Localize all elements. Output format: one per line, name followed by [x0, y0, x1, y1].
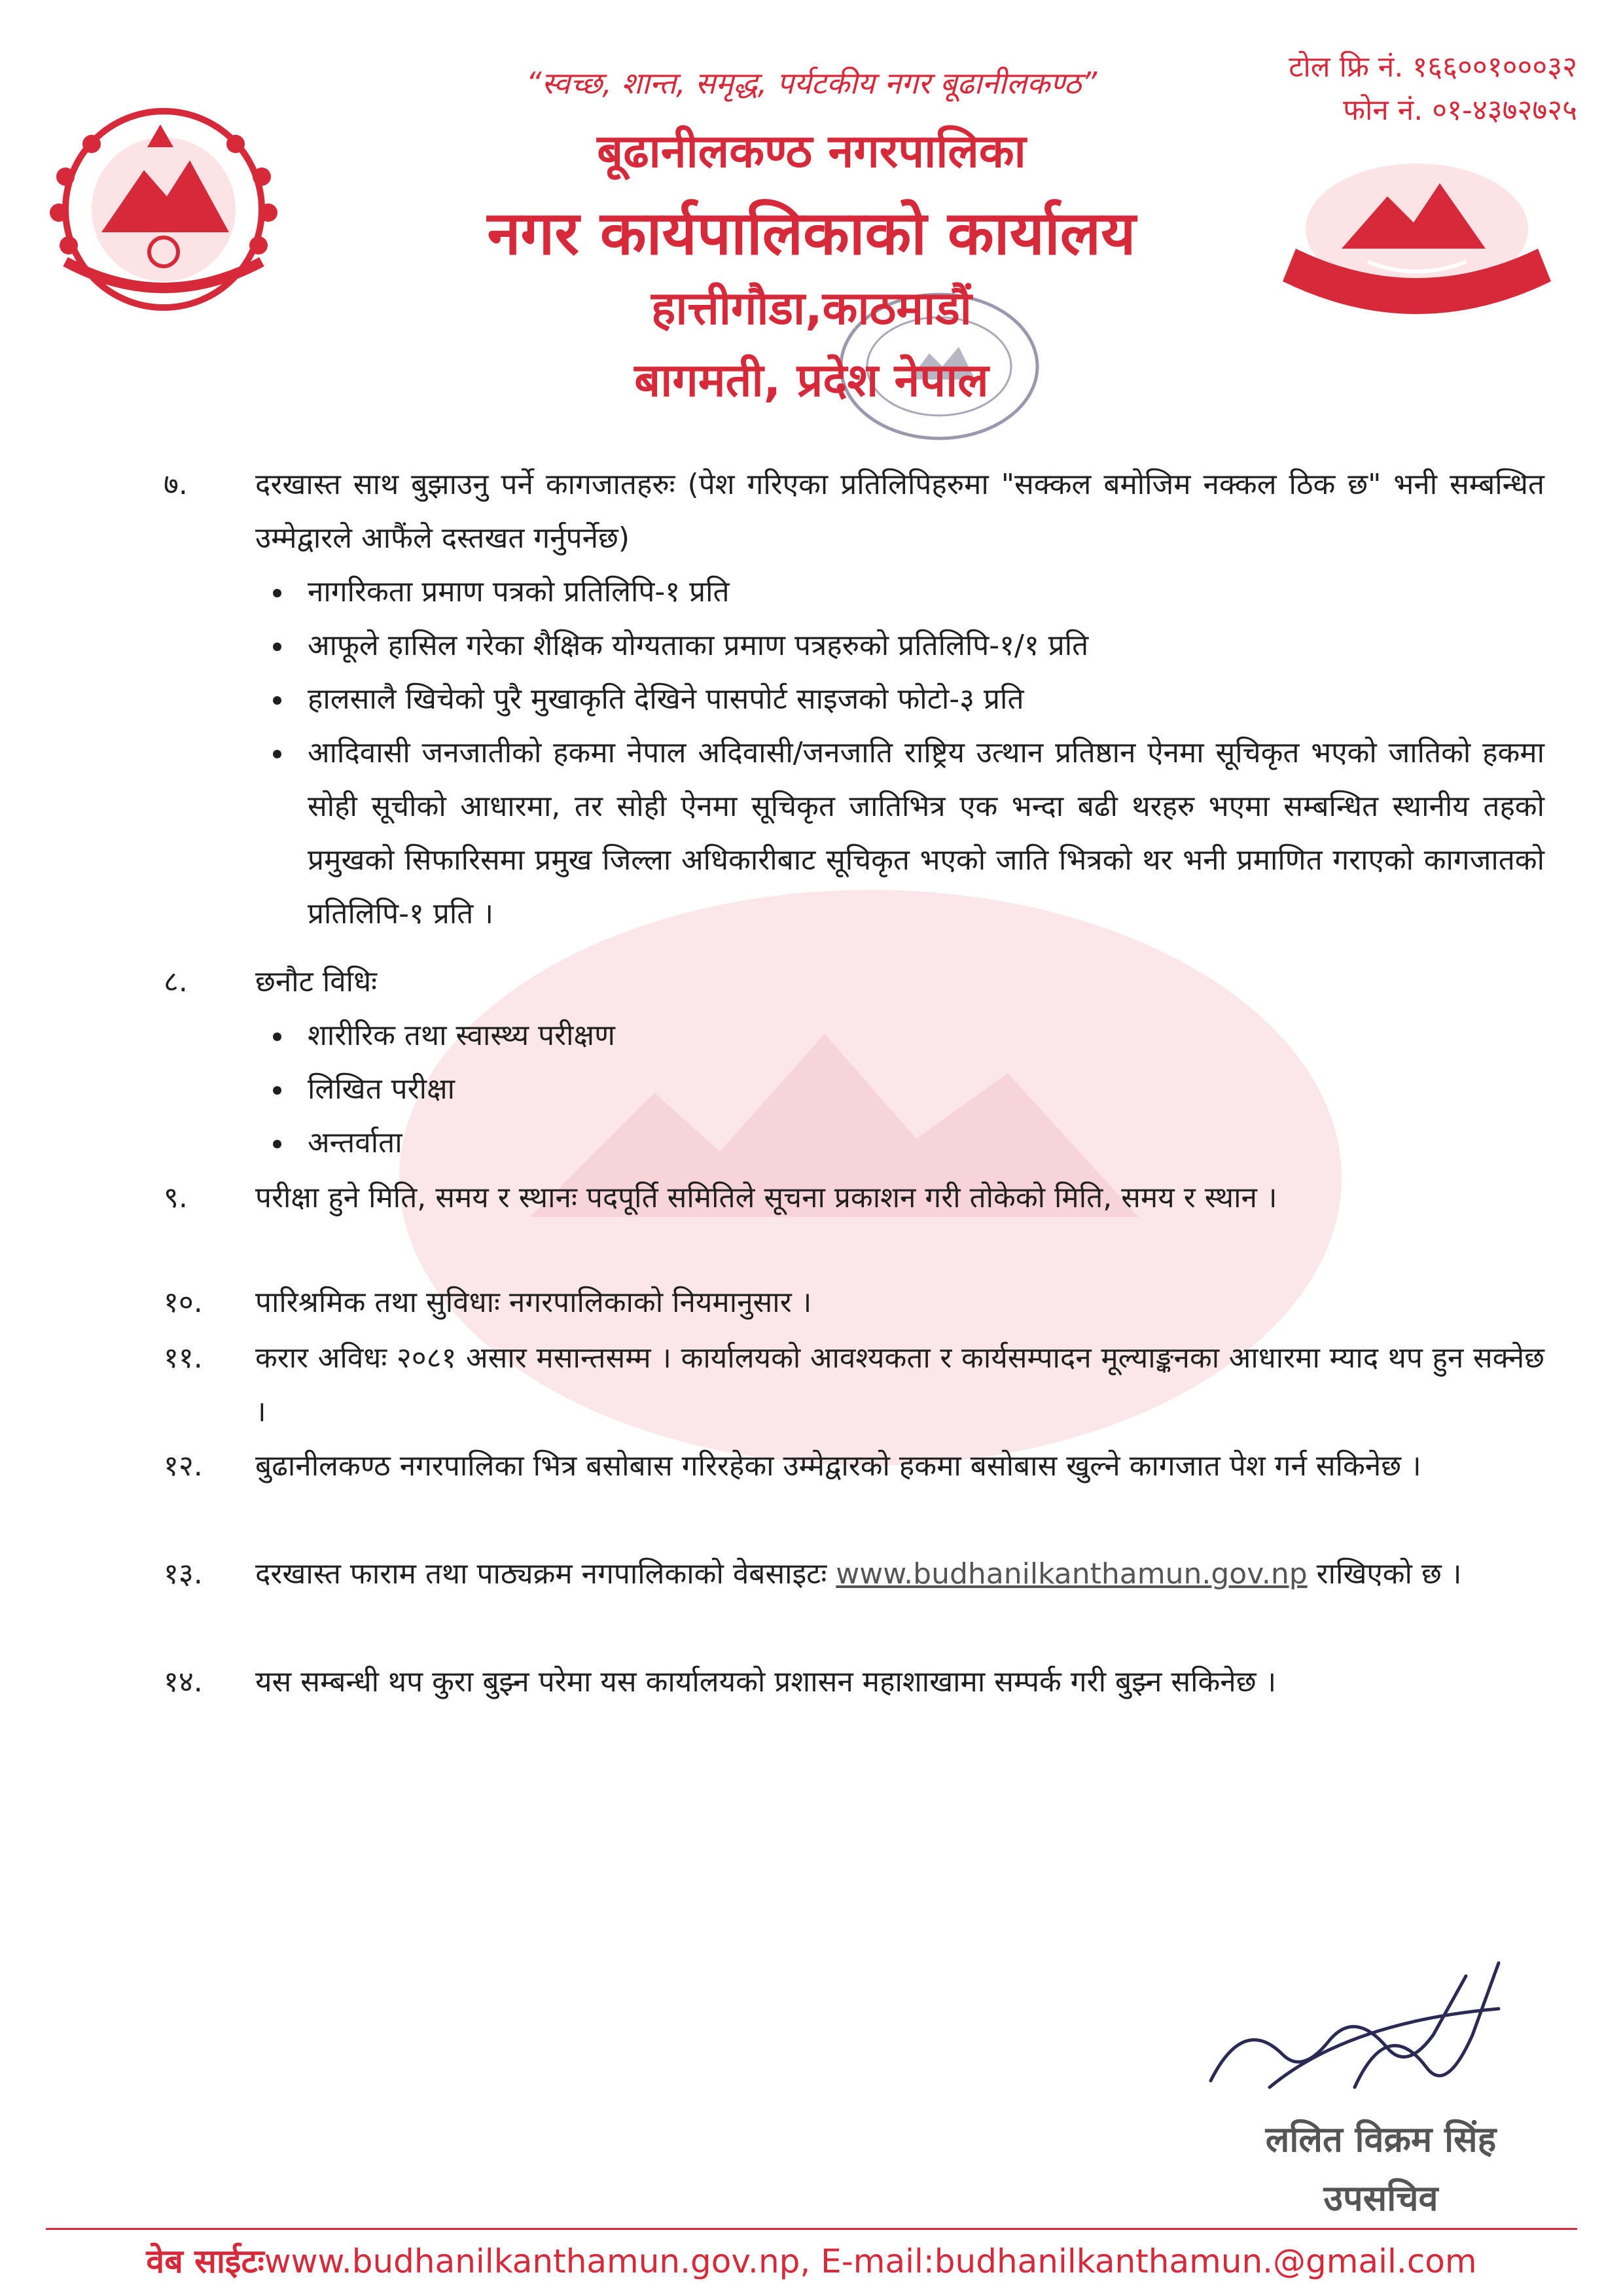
nepal-emblem-logo [39, 98, 288, 321]
item-number: ७. [164, 468, 188, 501]
list-bullet: • अन्तर्वाता [294, 1116, 1544, 1170]
item-number: ८. [164, 965, 188, 998]
list-bullet: • हालसालै खिचेको पुरै मुखाकृति देखिने पासपोर्ट साइजको फोटो-३ प्रति [294, 673, 1544, 726]
municipality-name: बूढानीलकण्ठ नगरपालिका [597, 124, 1026, 178]
item-text: बुढानीलकण्ठ नगरपालिका भित्र बसोबास गरिरहेका उम्मेद्वारको हकमा बसोबास खुल्ने कागजात पेश गर्न सकिनेछ । [255, 1449, 1421, 1483]
office-address-line1: हात्तीगौडा,काठमाडौं [651, 281, 972, 335]
contact-block [1211, 46, 1577, 132]
footer-label: वेब साईटः [146, 2242, 264, 2280]
municipality-motto: “स्वच्छ, शान्त, समृद्ध, पर्यटकीय नगर बूढानीलकण्ठ” [526, 65, 1097, 101]
document-list [255, 565, 1544, 941]
item-number: १४. [164, 1665, 203, 1699]
footer-contact [0, 2238, 1623, 2282]
item-number: १३. [164, 1557, 203, 1591]
list-bullet: • नागरिकता प्रमाण पत्रको प्रतिलिपि-१ प्रति [294, 565, 1544, 619]
list-item-12 [164, 1439, 1544, 1493]
list-item-7 [164, 458, 1544, 941]
list-bullet: • लिखित परीक्षा [294, 1063, 1544, 1116]
website-intro: दरखास्त फाराम तथा पाठ्यक्रम नगपालिकाको वेबसाइटः [255, 1557, 827, 1591]
handwritten-signature [1191, 1937, 1531, 2120]
list-item-8 [164, 955, 1544, 1170]
signatory-title: उपसचिव [1323, 2178, 1438, 2219]
list-item-9 [164, 1171, 1544, 1225]
list-item-11 [164, 1332, 1544, 1439]
footer-text[interactable]: www.budhanilkanthamun.gov.np, E-mail:budhanilkanthamun.@gmail.com [264, 2242, 1477, 2280]
list-bullet: • आदिवासी जनजातीको हकमा नेपाल अदिवासी/जनजाति राष्ट्रिय उत्थान प्रतिष्ठान ऐनमा सूचिकृत भएको जातिको हकमा सोही सूचीको आधारमा, तर सोही ऐनमा सूचिकृत जातिभित्र एक भन्दा बढी थरहरु भएमा सम्बन्धित स्थानीय तहको प्रमुखको सिफारिसमा प्रमुख जिल्ला अधिकारीबाट सूचिकृत भएको जाति भित्रको थर भनी प्रमाणित गराएको कागजातको प्रतिलिपि-१ प्रति । [294, 726, 1544, 941]
toll-free-number: टोल फ्रि नं. १६६००१०००३२ [1289, 50, 1577, 84]
office-address-line2: बागमती, प्रदेश नेपाल [634, 353, 989, 407]
signatory-name: ललित विक्रम सिंह [1265, 2119, 1497, 2160]
list-item-13 [164, 1547, 1544, 1601]
list-item-10 [164, 1276, 1544, 1330]
list-bullet: • आफूले हासिल गरेका शैक्षिक योग्यताका प्रमाण पत्रहरुको प्रतिलिपि-१/१ प्रति [294, 619, 1544, 673]
item-text [255, 1547, 1544, 1601]
item-number: १२. [164, 1449, 203, 1483]
office-title: नगर कार्यपालिकाको कार्यालय [487, 198, 1136, 268]
item-text: यस सम्बन्धी थप कुरा बुझ्न परेमा यस कार्यालयको प्रशासन महाशाखामा सम्पर्क गरी बुझ्न सकिनेछ । [255, 1665, 1277, 1699]
list-item-14 [164, 1655, 1544, 1709]
item-number: १०. [164, 1286, 203, 1319]
municipality-logo [1270, 150, 1564, 347]
item-text: करार अविधः २०८१ असार मसान्तसम्म । कार्यालयको आवश्यकता र कार्यसम्पादन मूल्याङ्कनका आधारमा म्याद थप हुन सक्नेछ । [255, 1341, 1544, 1428]
item-text: परीक्षा हुने मिति, समय र स्थानः पदपूर्ति समितिले सूचना प्रकाशन गरी तोकेको मिति, समय र स्थान । [255, 1181, 1277, 1214]
item-text: दरखास्त साथ बुझाउनु पर्ने कागजातहरुः (पेश गरिएका प्रतिलिपिहरुमा "सक्कल बमोजिम नक्कल ठिक छ" भनी सम्बन्धित उम्मेद्वारले आफैंले दस्तखत गर्नुपर्नेछ) [255, 468, 1544, 555]
list-bullet: • शारीरिक तथा स्वास्थ्य परीक्षण [294, 1009, 1544, 1063]
item-number: ११. [164, 1341, 203, 1375]
footer-divider [46, 2228, 1577, 2230]
item-number: ९. [164, 1181, 188, 1214]
selection-method-list [255, 1009, 1544, 1170]
phone-number: फोन नं. ०१-४३७२७२५ [1343, 94, 1577, 127]
item-text: पारिश्रमिक तथा सुविधाः नगरपालिकाको नियमानुसार । [255, 1286, 812, 1319]
item-text: छनौट विधिः [255, 965, 378, 998]
website-outro: राखिएको छ । [1316, 1557, 1462, 1591]
website-link[interactable]: www.budhanilkanthamun.gov.np [836, 1557, 1308, 1591]
